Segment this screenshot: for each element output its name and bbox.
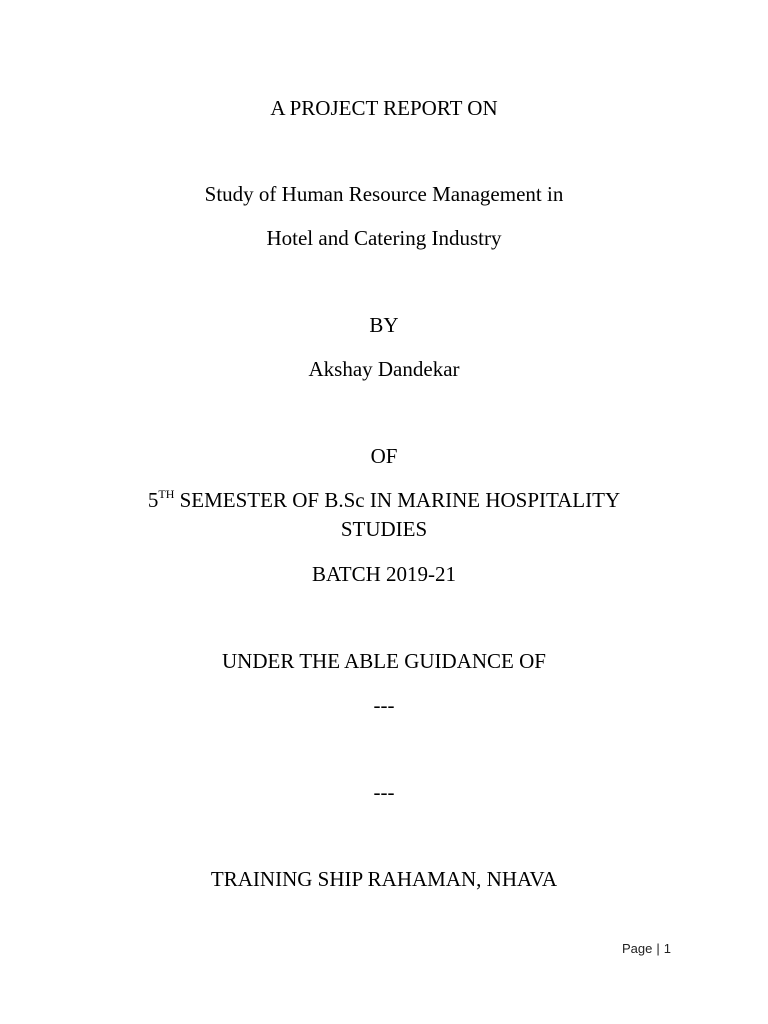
guide-name-1: --- [373, 693, 395, 717]
semester-number: 5 [147, 488, 159, 512]
author-name: Akshay Dandekar [308, 357, 460, 381]
report-title-line-2: Hotel and Catering Industry [266, 226, 502, 250]
of-label: OF [370, 444, 398, 468]
page-footer [622, 941, 671, 956]
by-label: BY [369, 313, 399, 337]
semester-line-1 [0, 487, 768, 513]
semester-superscript: TH [158, 487, 175, 501]
guidance-label: UNDER THE ABLE GUIDANCE OF [222, 649, 546, 673]
page-label: Page [622, 941, 653, 956]
semester-line-2: STUDIES [340, 517, 428, 541]
page-number: 1 [663, 941, 671, 956]
report-title-line-1: Study of Human Resource Management in [204, 182, 564, 206]
report-heading: A PROJECT REPORT ON [270, 96, 498, 120]
semester-description: SEMESTER OF B.Sc IN MARINE HOSPITALITY [174, 488, 621, 512]
institution-name: TRAINING SHIP RAHAMAN, NHAVA [210, 867, 558, 891]
page-separator: | [656, 941, 660, 956]
guide-name-2: --- [373, 780, 395, 804]
batch-line: BATCH 2019-21 [311, 562, 457, 586]
